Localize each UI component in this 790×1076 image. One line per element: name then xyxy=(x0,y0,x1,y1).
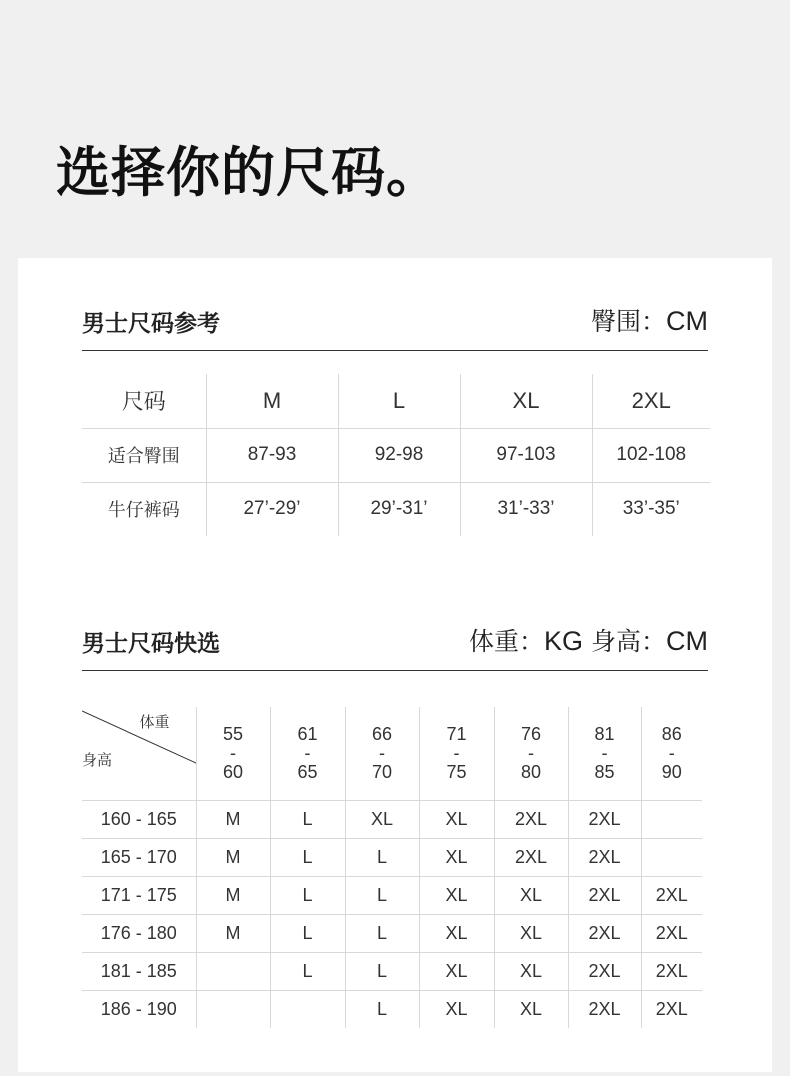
size-cell: XL xyxy=(419,952,494,990)
section2-header xyxy=(82,622,708,671)
row-label: 适合臀围 xyxy=(82,428,206,482)
size-cell: XL xyxy=(419,800,494,838)
section1-title: 男士尺码参考 xyxy=(82,311,220,337)
height-unit: CM xyxy=(666,626,708,656)
size-cell: L xyxy=(345,914,419,952)
weight-range-part: 76 xyxy=(520,723,542,744)
size-cell: 2XL xyxy=(568,990,641,1028)
table-cell: 102-108 xyxy=(592,428,710,482)
weight-unit: KG xyxy=(544,626,584,656)
size-ref-row xyxy=(82,374,710,428)
size-cell: 2XL xyxy=(641,914,702,952)
unit-label: 臀围： xyxy=(590,307,666,336)
page-title: 选择你的尺码。 xyxy=(56,141,441,204)
weight-range-part: 55 xyxy=(222,723,244,744)
size-cell: XL xyxy=(419,914,494,952)
section2-title: 男士尺码快选 xyxy=(82,631,220,657)
size-cell: L xyxy=(345,876,419,914)
size-cell: 2XL xyxy=(641,876,702,914)
weight-range-header xyxy=(419,707,494,800)
size-cell: M xyxy=(196,800,270,838)
size-cell: XL xyxy=(345,800,419,838)
size-cell: M xyxy=(196,914,270,952)
corner-weight-label: 体重 xyxy=(139,713,170,731)
size-cell xyxy=(196,952,270,990)
size-cell: 2XL xyxy=(568,876,641,914)
weight-range-part: 85 xyxy=(594,761,615,782)
weight-range-part: 75 xyxy=(446,761,467,782)
size-cell xyxy=(641,838,702,876)
weight-range-part: 80 xyxy=(520,761,542,782)
weight-range-part: 65 xyxy=(297,761,318,782)
table-row xyxy=(82,952,702,990)
section1-unit xyxy=(591,302,708,338)
size-cell: L xyxy=(270,876,345,914)
weight-range-part: 66 xyxy=(371,723,393,744)
size-cell: L xyxy=(270,952,345,990)
size-cell: 2XL xyxy=(641,990,702,1028)
size-ref-row xyxy=(82,428,710,482)
weight-range-part: 90 xyxy=(661,761,682,782)
weight-range-header xyxy=(345,707,419,800)
section1-header xyxy=(82,302,708,351)
weight-range-part: 70 xyxy=(371,761,393,782)
weight-range-part: - xyxy=(379,742,385,763)
table-cell: XL xyxy=(460,374,592,428)
size-cell: L xyxy=(345,990,419,1028)
weight-range-header xyxy=(270,707,345,800)
unit-value: CM xyxy=(666,306,708,336)
weight-range-part: - xyxy=(304,742,311,763)
weight-range-part: - xyxy=(230,742,236,763)
table-row xyxy=(82,990,702,1028)
size-cell: XL xyxy=(419,990,494,1028)
height-unit-label: 身高： xyxy=(590,627,666,656)
table-cell: 92-98 xyxy=(338,428,460,482)
weight-range-part: 81 xyxy=(594,723,615,744)
table-cell: 31’-33’ xyxy=(460,482,592,536)
height-range-label: 171 - 175 xyxy=(82,876,196,914)
size-cell: XL xyxy=(419,838,494,876)
weight-range-part: - xyxy=(528,742,534,763)
size-cell: XL xyxy=(494,990,568,1028)
weight-range-part: - xyxy=(668,742,675,763)
weight-range-part: 60 xyxy=(222,761,244,782)
size-reference-table xyxy=(82,374,710,536)
height-range-label: 181 - 185 xyxy=(82,952,196,990)
table-cell: L xyxy=(338,374,460,428)
size-cell: 2XL xyxy=(568,914,641,952)
table-row xyxy=(82,838,702,876)
weight-range-part: 61 xyxy=(297,723,318,744)
weight-range-header xyxy=(494,707,568,800)
table-row xyxy=(82,914,702,952)
weight-range-part: 71 xyxy=(446,723,467,744)
size-cell: 2XL xyxy=(494,838,568,876)
size-chart-card xyxy=(18,258,772,1072)
table-cell: 87-93 xyxy=(206,428,338,482)
size-cell: XL xyxy=(494,876,568,914)
weight-range-part: - xyxy=(601,742,608,763)
height-range-label: 165 - 170 xyxy=(82,838,196,876)
weight-unit-label: 体重： xyxy=(469,627,545,656)
height-range-label: 176 - 180 xyxy=(82,914,196,952)
size-cell: L xyxy=(270,800,345,838)
size-cell: L xyxy=(270,914,345,952)
size-quick-select-table xyxy=(82,707,702,1028)
size-cell xyxy=(196,990,270,1028)
corner-cell xyxy=(82,707,196,800)
size-cell: L xyxy=(345,952,419,990)
table-cell: 29’-31’ xyxy=(338,482,460,536)
size-cell xyxy=(270,990,345,1028)
weight-range-part: - xyxy=(453,742,460,763)
table-cell: 97-103 xyxy=(460,428,592,482)
weight-range-part: 86 xyxy=(661,723,682,744)
table-cell: 2XL xyxy=(592,374,710,428)
height-range-label: 186 - 190 xyxy=(82,990,196,1028)
section2-unit xyxy=(469,622,708,658)
table-cell: 33’-35’ xyxy=(592,482,710,536)
size-cell: 2XL xyxy=(568,838,641,876)
weight-range-header xyxy=(568,707,641,800)
size-cell: 2XL xyxy=(568,952,641,990)
size-cell: 2XL xyxy=(568,800,641,838)
size-cell: 2XL xyxy=(641,952,702,990)
corner-height-label: 身高 xyxy=(82,750,113,769)
size-cell: XL xyxy=(419,876,494,914)
size-cell xyxy=(641,800,702,838)
height-range-label: 160 - 165 xyxy=(82,800,196,838)
size-cell: XL xyxy=(494,952,568,990)
weight-range-header xyxy=(196,707,270,800)
size-cell: L xyxy=(345,838,419,876)
size-ref-row xyxy=(82,482,710,536)
table-row xyxy=(82,800,702,838)
size-cell: L xyxy=(270,838,345,876)
row-label: 尺码 xyxy=(121,390,166,416)
size-cell: M xyxy=(196,876,270,914)
weight-range-header xyxy=(641,707,702,800)
size-cell: M xyxy=(196,838,270,876)
row-label: 牛仔裤码 xyxy=(82,482,206,536)
table-row xyxy=(82,876,702,914)
table-cell: M xyxy=(206,374,338,428)
table-cell: 27’-29’ xyxy=(206,482,338,536)
size-cell: XL xyxy=(494,914,568,952)
weight-header-row xyxy=(82,707,702,800)
size-cell: 2XL xyxy=(494,800,568,838)
